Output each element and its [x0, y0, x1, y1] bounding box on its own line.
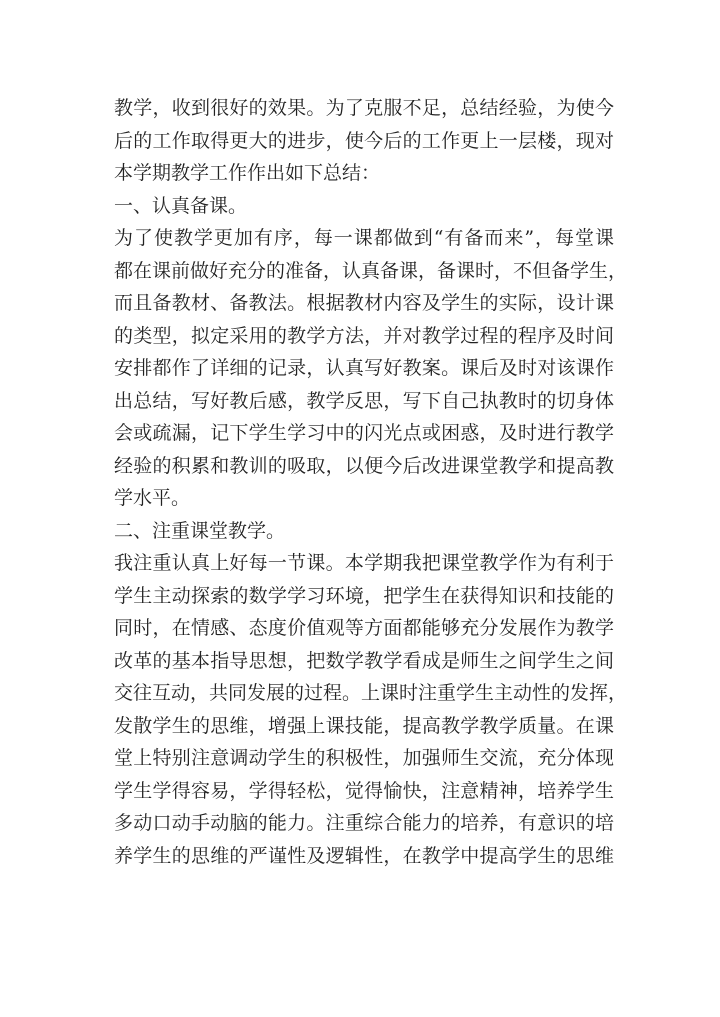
- text-line: 学水平。: [114, 487, 191, 509]
- text-line: 同时，在情感、态度价值观等方面都能够充分发展作为教学: [114, 617, 614, 639]
- text-line: 而且备教材、备教法。根据教材内容及学生的实际，设计课: [114, 292, 614, 314]
- text-line: 后的工作取得更大的进步，使今后的工作更上一层楼，现对: [114, 129, 614, 152]
- text-line: 出总结，写好教后感，教学反思，写下自己执教时的切身体: [114, 389, 614, 412]
- text-line: 一、认真备课。: [114, 194, 248, 217]
- text-line: 的类型，拟定采用的教学方法，并对教学过程的程序及时间: [114, 324, 614, 347]
- text-line: 二、注重课堂教学。: [114, 519, 286, 542]
- text-line: 安排都作了详细的记录，认真写好教案。课后及时对该课作: [114, 357, 614, 379]
- text-line: 为了使教学更加有序，每一课都做到“有备而来”，每堂课: [114, 227, 614, 249]
- text-line: 发散学生的思维，增强上课技能，提高教学教学质量。在课: [114, 714, 614, 737]
- text-line: 我注重认真上好每一节课。本学期我把课堂教学作为有利于: [114, 552, 614, 574]
- text-line: 改革的基本指导思想，把数学教学看成是师生之间学生之间: [114, 649, 614, 672]
- text-line: 本学期教学工作作出如下总结：: [114, 162, 381, 184]
- text-line: 会或疏漏，记下学生学习中的闪光点或困惑，及时进行教学: [114, 422, 614, 444]
- text-line: 学生学得容易，学得轻松，觉得愉快，注意精神，培养学生: [114, 779, 614, 802]
- text-line: 多动口动手动脑的能力。注重综合能力的培养，有意识的培: [114, 812, 614, 834]
- text-line: 学生主动探索的数学学习环境，把学生在获得知识和技能的: [114, 584, 614, 607]
- text-line: 交往互动，共同发展的过程。上课时注重学生主动性的发挥，: [114, 682, 628, 704]
- text-line: 经验的积累和教训的吸取，以便今后改进课堂教学和提高教: [114, 454, 614, 477]
- text-line: 养学生的思维的严谨性及逻辑性，在教学中提高学生的思维: [114, 844, 614, 867]
- text-line: 堂上特别注意调动学生的积极性，加强师生交流，充分体现: [114, 747, 614, 769]
- body-text: [114, 92, 628, 872]
- text-line: 教学，收到很好的效果。为了克服不足，总结经验，为使今: [114, 97, 614, 119]
- text-line: 都在课前做好充分的准备，认真备课，备课时，不但备学生，: [114, 259, 628, 282]
